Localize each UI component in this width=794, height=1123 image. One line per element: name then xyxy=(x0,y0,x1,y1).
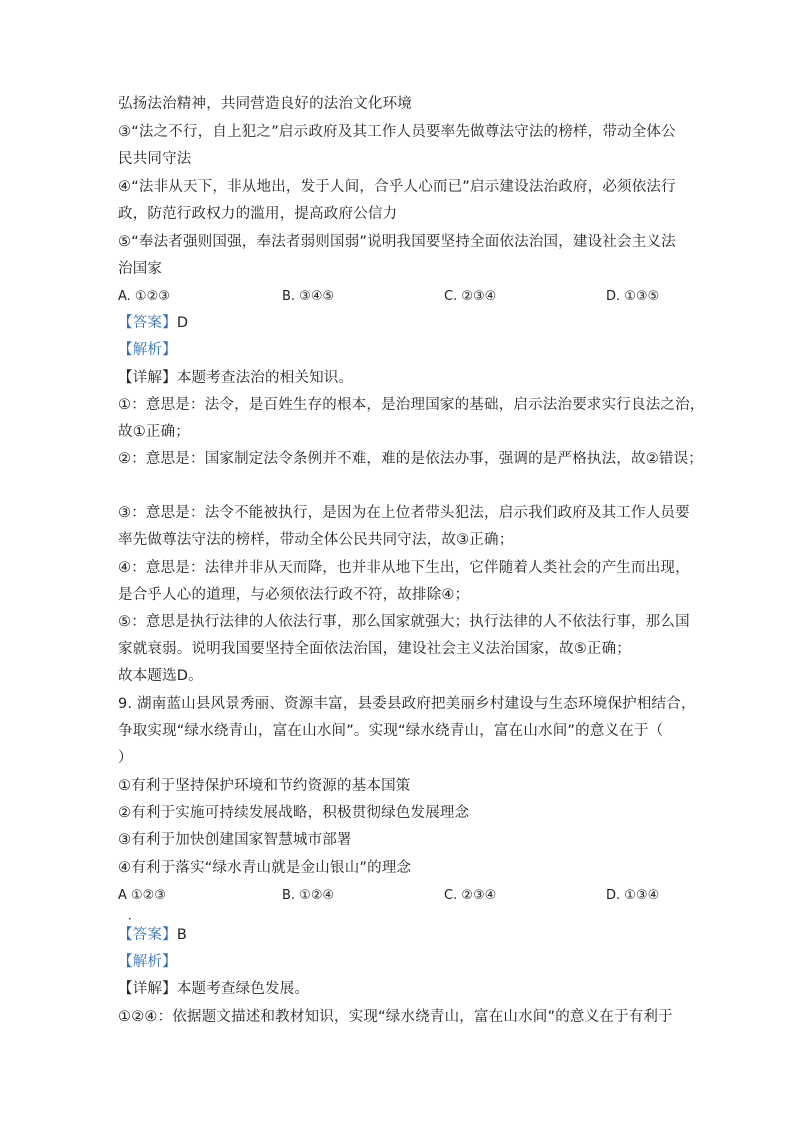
text-line: ④“法非从天下，非从地出，发于人间，合乎人心而已”启示建设法治政府，必须依法行 xyxy=(118,179,676,195)
detail-tag: 【详解】 xyxy=(118,370,177,386)
text-line: 率先做尊法守法的榜样，带动全体公民共同守法，故③正确； xyxy=(118,532,514,548)
option-b: B. ③④⑤ xyxy=(282,289,335,304)
text-line: ④：意思是：法律并非从天而降，也并非从地下生出，它伴随着人类社会的产生而出现， xyxy=(118,560,690,576)
answer-value: B xyxy=(176,927,187,943)
answer-line xyxy=(118,925,187,945)
text-line: 治国家 xyxy=(118,261,163,277)
answer-line xyxy=(118,313,188,333)
option-d: D. ①③④ xyxy=(606,888,660,903)
answer-value: D xyxy=(176,315,189,331)
text-line: ⑤“奉法者强则国强，奉法者弱则国弱”说明我国要坚持全面依法治国，建设社会主义法 xyxy=(118,234,676,250)
text-line: ②：意思是：国家制定法令条例并不难，难的是依法办事，强调的是严格执法，故②错误； xyxy=(118,451,703,467)
text-line: 家就衰弱。说明我国要坚持全面依法治国，建设社会主义法治国家，故⑤正确； xyxy=(118,641,631,657)
text-line: 故本题选D。 xyxy=(118,668,203,684)
detail-line xyxy=(118,979,309,999)
option-d: D. ①③⑤ xyxy=(606,289,660,304)
statement-item: ②有利于实施可持续发展战略，积极贯彻绿色发展理念 xyxy=(118,805,470,821)
text-line: 民共同守法 xyxy=(118,151,192,167)
question-text: 9. 湖南蓝山县风景秀丽、资源丰富，县委县政府把美丽乡村建设与生态环境保护相结合， xyxy=(118,696,696,712)
answer-tag: 【答案】 xyxy=(118,315,177,331)
detail-text: 本题考查绿色发展。 xyxy=(176,981,310,997)
option-a: A ①②③ xyxy=(118,888,166,903)
detail-line xyxy=(118,368,353,388)
option-a: A. ①②③ xyxy=(118,289,170,304)
detail-tag: 【详解】 xyxy=(118,981,177,997)
statement-item: ③有利于加快创建国家智慧城市部署 xyxy=(118,832,352,848)
analysis-tag: 【解析】 xyxy=(118,342,177,358)
answer-tag: 【答案】 xyxy=(118,927,177,943)
text-line: 弘扬法治精神，共同营造良好的法治文化环境 xyxy=(118,96,412,112)
option-b: B. ①②④ xyxy=(282,888,335,903)
text-line: 政，防范行政权力的滥用，提高政府公信力 xyxy=(118,206,398,222)
question-text: ） xyxy=(118,750,133,766)
question-text: 争取实现“绿水绕青山，富在山水间”。实现“绿水绕青山，富在山水间”的意义在于（ xyxy=(118,723,664,739)
statement-item: ①有利于坚持保护环境和节约资源的基本国策 xyxy=(118,778,411,794)
detail-text: 本题考查法治的相关知识。 xyxy=(176,370,354,386)
text-line: ⑤：意思是执行法律的人依法行事，那么国家就强大；执行法律的人不依法行事，那么国 xyxy=(118,614,690,630)
statement-item: ④有利于落实“绿水青山就是金山银山”的理念 xyxy=(118,860,412,876)
text-line: 故①正确； xyxy=(118,424,190,440)
text-line: 是合乎人心的道理，与必须依法行政不符，故排除④； xyxy=(118,587,470,603)
text-line: ①②④：依据题文描述和教材知识，实现“绿水绕青山，富在山水间”的意义在于有利于 xyxy=(118,1009,673,1025)
option-c: C. ②③④ xyxy=(444,289,497,304)
analysis-tag: 【解析】 xyxy=(118,954,177,970)
option-a-dot: ． xyxy=(128,908,141,922)
text-line: ③“法之不行，自上犯之”启示政府及其工作人员要率先做尊法守法的榜样，带动全体公 xyxy=(118,124,676,140)
option-c: C. ②③④ xyxy=(444,888,497,903)
text-line: ①：意思是：法令，是百姓生存的根本，是治理国家的基础，启示法治要求实行良法之治， xyxy=(118,397,705,413)
text-line: ③：意思是：法令不能被执行，是因为在上位者带头犯法，启示我们政府及其工作人员要 xyxy=(118,505,690,521)
